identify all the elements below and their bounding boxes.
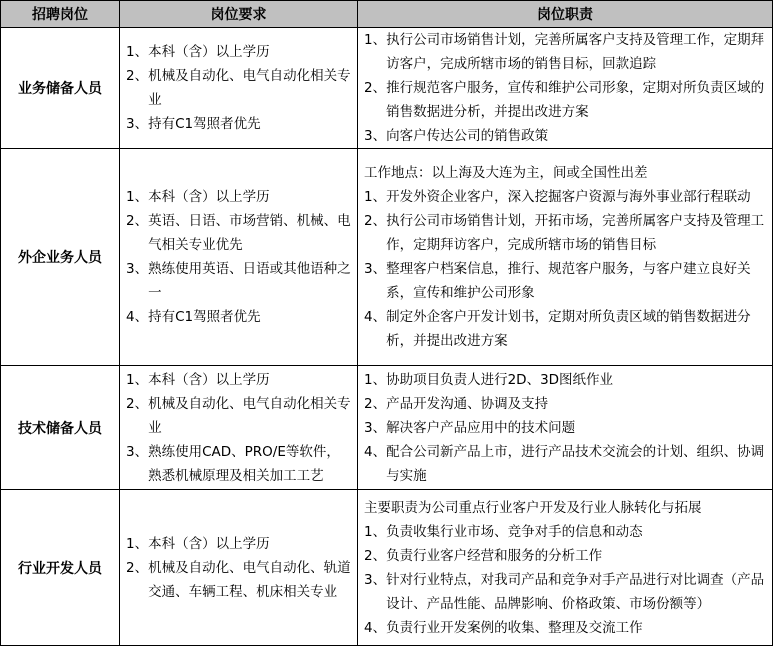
requirement-item [126, 209, 353, 257]
requirement-item [126, 392, 353, 440]
item-text: 产品开发沟通、协调及支持 [386, 395, 549, 412]
item-text: 负责收集行业市场、竞争对手的信息和动态 [386, 523, 643, 540]
item-text: 本科（含）以上学历 [148, 371, 270, 388]
requirement-item [126, 368, 353, 392]
table-row [1, 366, 773, 490]
header-requirements: 岗位要求 [120, 1, 358, 28]
item-text: 执行公司市场销售计划，完善所属客户支持及管理工作，定期拜访客户，完成所辖市场的销售目标，回款追踪 [386, 32, 765, 72]
item-text: 解决客户产品应用中的技术问题 [386, 419, 576, 436]
responsibility-item [364, 416, 768, 440]
item-text: 持有C1驾照者优先 [148, 309, 261, 325]
table-header-row [1, 1, 773, 28]
item-text: 整理客户档案信息，推行、规范客户服务，与客户建立良好关系，宣传和维护公司形象 [386, 261, 751, 301]
item-text: 制定外企客户开发计划书，定期对所负责区域的销售数据进分析，并提出改进方案 [386, 309, 751, 349]
requirement-item [126, 440, 353, 488]
responsibility-item [364, 520, 768, 544]
responsibilities-cell [358, 490, 773, 646]
responsibilities-cell [358, 28, 773, 149]
item-number: 3、 [126, 116, 149, 132]
item-text: 本科（含）以上学历 [148, 44, 270, 60]
item-text: 机械及自动化、电气自动化相关专业 [148, 68, 351, 108]
item-number: 2、 [364, 80, 387, 96]
item-text: 负责行业开发案例的收集、整理及交流工作 [386, 619, 643, 636]
item-text: 机械及自动化、电气自动化相关专业 [148, 395, 351, 436]
requirement-item [126, 185, 353, 209]
item-text: 持有C1驾照者优先 [148, 116, 261, 132]
item-number: 3、 [364, 128, 387, 144]
item-number: 4、 [364, 309, 387, 325]
item-number: 1、 [126, 44, 149, 60]
item-text: 负责行业客户经营和服务的分析工作 [386, 547, 603, 564]
item-text: 推行规范客户服务，宣传和维护公司形象，定期对所负责区域的销售数据进分析，并提出改进方案 [386, 80, 765, 120]
requirement-item [126, 305, 353, 329]
item-number: 4、 [364, 619, 387, 636]
item-number: 1、 [364, 189, 387, 205]
responsibility-item [364, 392, 768, 416]
item-text: 向客户传达公司的销售政策 [386, 128, 549, 144]
item-number: 1、 [364, 32, 387, 48]
table-row [1, 490, 773, 646]
item-number: 1、 [364, 523, 387, 540]
responsibilities-cell [358, 366, 773, 490]
requirement-item [126, 532, 353, 556]
item-number: 4、 [126, 309, 149, 325]
item-number: 4、 [364, 443, 387, 460]
responsibility-item [364, 28, 768, 76]
item-number: 2、 [126, 213, 149, 229]
item-number: 1、 [126, 371, 149, 388]
table-row [1, 28, 773, 149]
position-name: 外企业务人员 [1, 149, 120, 366]
item-number: 1、 [126, 189, 149, 205]
position-name: 业务储备人员 [1, 28, 120, 149]
item-number: 2、 [126, 395, 149, 412]
item-text: 熟练使用CAD、PRO/E等软件，熟悉机械原理及相关加工工艺 [148, 443, 340, 484]
requirements-cell [120, 28, 358, 149]
header-position: 招聘岗位 [1, 1, 120, 28]
responsibility-item [364, 124, 768, 148]
requirement-item [126, 556, 353, 604]
item-text: 本科（含）以上学历 [148, 189, 270, 205]
responsibility-item [364, 76, 768, 124]
responsibility-item [364, 368, 768, 392]
item-number: 2、 [364, 547, 387, 564]
responsibility-item [364, 305, 768, 353]
item-number: 3、 [364, 419, 387, 436]
position-name: 行业开发人员 [1, 490, 120, 646]
requirements-cell [120, 149, 358, 366]
responsibility-item [364, 209, 768, 257]
responsibilities-intro: 主要职责为公司重点行业客户开发及行业人脉转化与拓展 [364, 499, 702, 516]
item-number: 2、 [126, 559, 149, 576]
responsibility-item [364, 257, 768, 305]
table-row [1, 149, 773, 366]
requirements-cell [120, 366, 358, 490]
item-text: 配合公司新产品上市，进行产品技术交流会的计划、组织、协调与实施 [386, 443, 765, 484]
item-number: 2、 [364, 395, 387, 412]
item-number: 3、 [126, 443, 149, 460]
header-responsibilities: 岗位职责 [358, 1, 773, 28]
responsibility-item [364, 185, 768, 209]
item-number: 2、 [126, 68, 149, 84]
responsibility-item [364, 544, 768, 568]
item-text: 执行公司市场销售计划，开拓市场，完善所属客户支持及管理工作，定期拜访客户，完成所辖市场的销售目标 [386, 213, 765, 253]
position-name: 技术储备人员 [1, 366, 120, 490]
requirements-cell [120, 490, 358, 646]
item-number: 1、 [364, 371, 387, 388]
item-number: 1、 [126, 535, 149, 552]
responsibility-item [364, 440, 768, 488]
responsibilities-intro: 工作地点：以上海及大连为主，间或全国性出差 [364, 165, 648, 181]
requirement-item [126, 40, 353, 64]
item-number: 2、 [364, 213, 387, 229]
item-text: 针对行业特点，对我司产品和竞争对手产品进行对比调查（产品设计、产品性能、品牌影响、价格政策、市场份额等） [386, 571, 765, 612]
requirement-item [126, 112, 353, 136]
item-text: 开发外资企业客户，深入挖掘客户资源与海外事业部行程联动 [386, 189, 751, 205]
item-number: 3、 [364, 261, 387, 277]
responsibilities-cell [358, 149, 773, 366]
item-text: 英语、日语、市场营销、机械、电气相关专业优先 [148, 213, 351, 253]
item-text: 协助项目负责人进行2D、3D图纸作业 [386, 371, 614, 388]
item-text: 熟练使用英语、日语或其他语种之一 [148, 261, 351, 301]
item-text: 本科（含）以上学历 [148, 535, 270, 552]
item-number: 3、 [126, 261, 149, 277]
requirement-item [126, 257, 353, 305]
requirement-item [126, 64, 353, 112]
item-number: 3、 [364, 571, 387, 588]
responsibility-item [364, 568, 768, 616]
item-text: 机械及自动化、电气自动化、轨道交通、车辆工程、机床相关专业 [148, 559, 351, 600]
responsibility-item [364, 616, 768, 640]
